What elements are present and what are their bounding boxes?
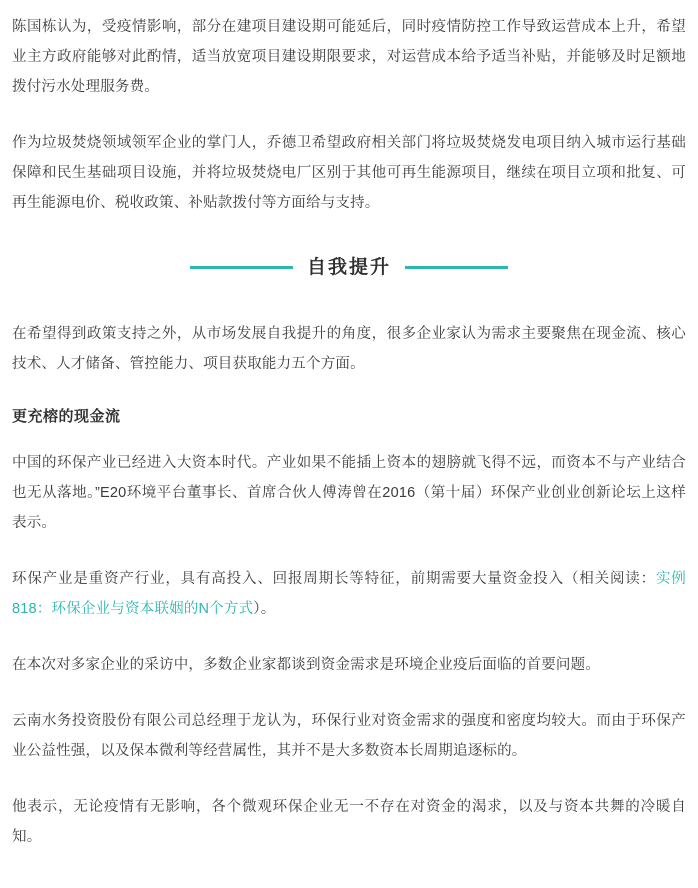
paragraph-link-before: 环保产业是重资产行业，具有高投入、回报周期长等特征，前期需要大量资金投入（相关阅读：: [12, 571, 656, 587]
paragraph-intro-1: 陈国栋认为，受疫情影响，部分在建项目建设期可能延后，同时疫情防控工作导致运营成本上升，希望业主方政府能够对此酌情，适当放宽项目建设期限要求，对运营成本给予适当补贴，并能够及时足额地拨付污水处理服务费。: [12, 19, 686, 95]
paragraph-tail-2: 云南水务投资股份有限公司总经理于龙认为，环保行业对资金需求的强度和密度均较大。而由于环保产业公益性强，以及保本微利等经营属性，其并不是大多数资本长周期追逐标的。: [12, 713, 686, 759]
paragraph-tail-1: 在本次对多家企业的采访中，多数企业家都谈到资金需求是环境企业疫后面临的首要问题。: [12, 657, 600, 673]
paragraph-section-lead: 在希望得到政策支持之外，从市场发展自我提升的角度，很多企业家认为需求主要聚焦在现金流、核心技术、人才储备、管控能力、项目获取能力五个方面。: [12, 326, 686, 372]
paragraph-with-link: [12, 564, 686, 624]
section-heading: [12, 252, 686, 279]
paragraph-intro-2: 作为垃圾焚烧领域领军企业的掌门人，乔德卫希望政府相关部门将垃圾焚烧发电项目纳入城市运行基础保障和民生基础项目设施，并将垃圾焚烧电厂区别于其他可再生能源项目，继续在项目立项和批复、可再生能源电价、税收政策、补贴款拨付等方面给与支持。: [12, 135, 686, 211]
subheading-cashflow: 更充榕的现金流: [12, 408, 121, 425]
related-reading-link[interactable]: 实例818：环保企业与资本联姻的N个方式: [12, 571, 686, 617]
section-rule-right: [400, 266, 508, 269]
section-rule-left: [190, 266, 298, 269]
section-heading-title: 自我提升: [293, 252, 405, 279]
paragraph-body-1: 中国的环保产业已经进入大资本时代。产业如果不能插上资本的翅膀就飞得不远，而资本不与产业结合也无从落地。”E20环境平台董事长、首席合伙人傅涛曾在2016（第十届）环保产业创业创新论坛上这样表示。: [12, 455, 686, 531]
paragraph-tail-3: 他表示，无论疫情有无影响，各个微观环保企业无一不存在对资金的渴求，以及与资本共舞的冷暖自知。: [12, 799, 686, 845]
paragraph-link-after: ）。: [253, 601, 276, 617]
